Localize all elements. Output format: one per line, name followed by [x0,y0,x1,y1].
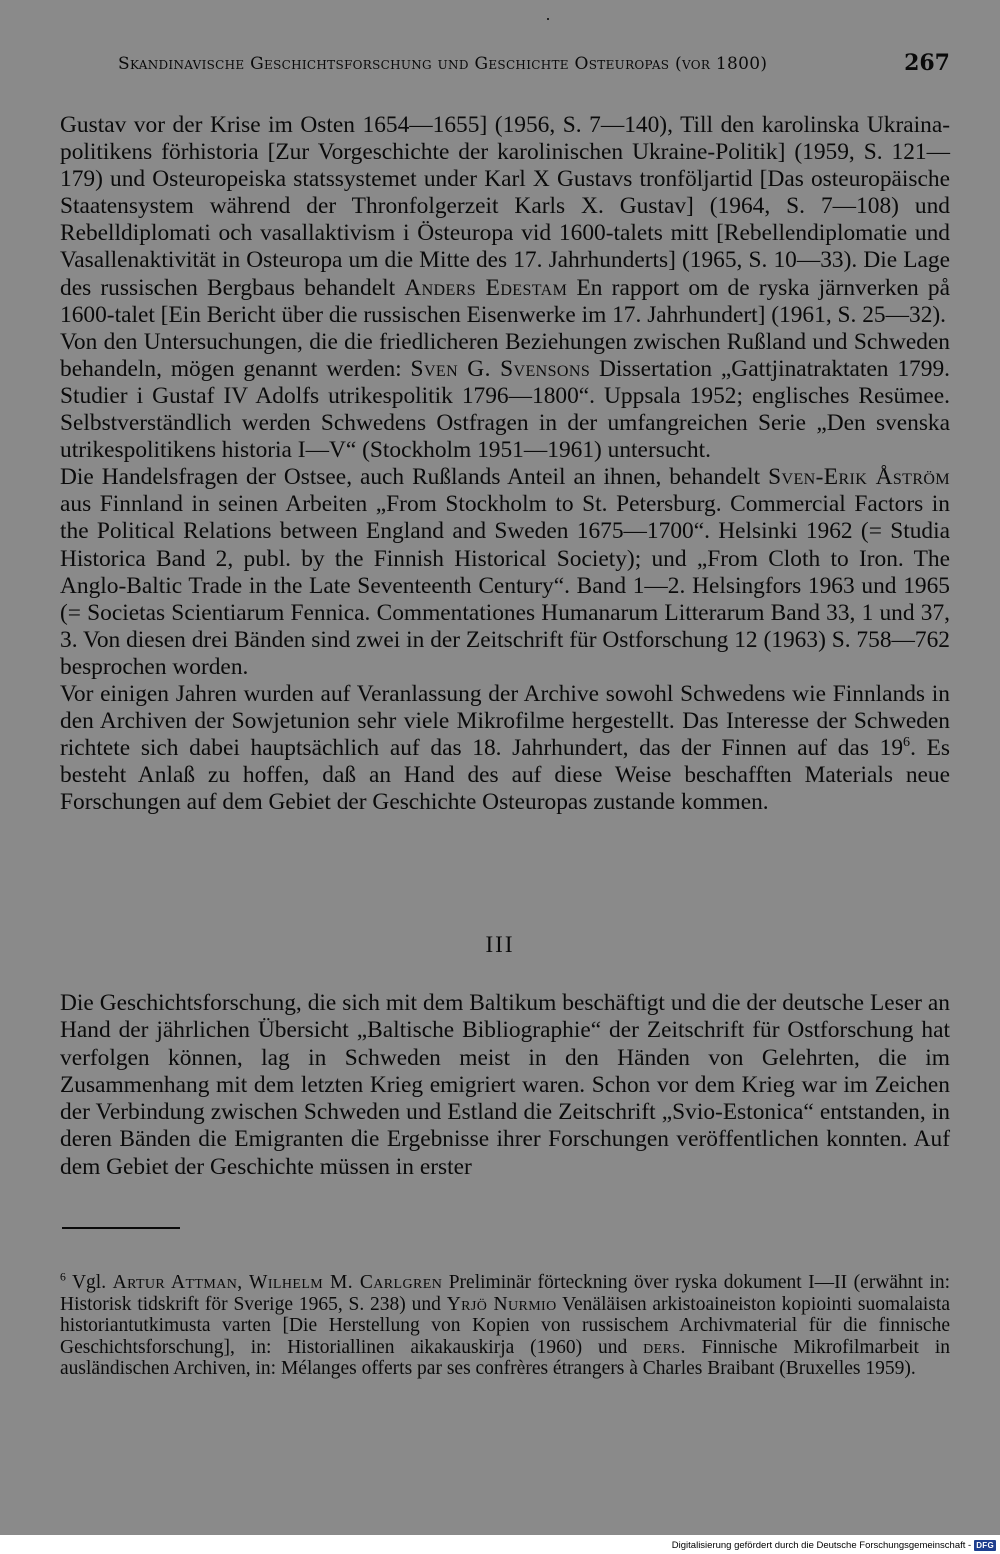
paragraph: Die Geschichtsforschung, die sich mit dem Baltikum beschäftigt und die der deutsche Leser an Hand der jährlichen Übersicht „Baltische Bibliographie“ der Zeitschrift für Ostforschung hat verfolgen können, lag in Schweden meist in den Händen von Gelehrten, die im Zusammenhang mit dem letzten Krieg emigriert waren. Schon vor dem Krieg war im Zeichen der Verbindung zwischen Schweden und Estland die Zeitschrift „Svio-Estonica“ entstanden, in deren Bänden die Emigranten die Ergebnisse ihrer Forschungen veröffentlichen konnten. Auf dem Gebiet der Geschichte müssen in erster [60,990,950,1180]
footnote-divider [62,1227,180,1229]
text-run: Finnische Mikrofilmarbeit in ausländischen Archiven, in: Mélanges offerts par ses confrères étrangers à Charles Braibant (Bruxelles 1959). [60,1336,951,1380]
section-heading: III [485,932,515,957]
author-name: Sven-Erik Åström [768,464,950,491]
text-run: Vgl. [65,1272,113,1293]
scan-speck [547,18,549,20]
text-run: Von den Untersuchungen, die die friedlicheren Beziehungen zwischen Rußland und Schweden behandeln, mögen genannt werden: [60,328,950,382]
page-header [118,52,950,80]
footnote [60,1272,950,1380]
author-name: Sven G. Svensons [410,355,591,382]
page-number: 267 [904,50,950,76]
text-run: Venäläisen arkistoaineiston kopiointi suomalaista historiantutkimusta varten [Die Herstellung von Kopien von russischem Archivmaterial für die finnische Geschichtsforschung], in: Historiallinen aikakauskirja (1960) und [60,1293,950,1358]
footnote-marker: 6 [60,1270,66,1284]
author-name: Anders Edestam [404,274,568,301]
text-run: En rapport om de ryska järnverken på 1600-talet [Ein Bericht über die russischen Eisenwerke im 17. Jahrhundert] (1961, S. 25—32). [60,274,950,328]
paragraph [60,112,950,329]
section-text [60,990,950,1181]
text-run: Preliminär förteckning över ryska dokument I—II (erwähnt in: Historisk tidskrift för Sverige 1965, S. 238) und [60,1272,951,1315]
digitization-credit [672,1539,996,1552]
paragraph [60,681,950,816]
text-run: aus Finnland in seinen Arbeiten „From Stockholm to St. Petersburg. Commercial Factors in the Political Relations between England and Sweden 1675—1700“. Helsinki 1962 (= Studia Historica Band 2, publ. by the Finnish Historical Society); und „From Cloth to Iron. The Anglo-Baltic Trade in the Late Seventeenth Century“. Band 1—2. Helsingfors 1963 und 1965 (= Societas Scientiarum Fennica. Commentationes Humanarum Litterarum Band 33, 1 und 37, 3. Von diesen drei Bänden sind zwei in der Zeitschrift für Ostforschung 12 (1963) S. 758—762 besprochen worden. [60,491,950,680]
author-name: Yrjö Nurmio [446,1293,557,1315]
body-text [60,112,950,816]
text-run: Die Handelsfragen der Ostsee, auch Rußlands Anteil an ihnen, behandelt [60,464,769,491]
text-run: Gustav vor der Krise im Osten 1654—1655] (1956, S. 7—140), Till den karolinska Ukraina-politikens förhistoria [Zur Vorgeschichte der karolinischen Ukraine-Politik] (1959, S. 121—179) und Osteuropeiska statssystemet under Karl X Gustavs tronföljartid [Das osteuropäische Staatensystem während der Thronfolgerzeit Karls X. Gustav] (1964, S. 7—108) und Rebelldiplomati och vasallaktivism i Östeuropa vid 1600-talets mitt [Rebellendiplomatie und Vasallenaktivität in Osteuropa um die Mitte des 17. Jahrhunderts] (1965, S. 10—33). Die Lage des russischen Bergbaus behandelt [60,112,950,301]
text-run: Vor einigen Jahren wurden auf Veranlassung der Archive sowohl Schwedens wie Finnlands in den Archiven der Sowjetunion sehr viele Mikrofilme hergestellt. Das Interesse der Schweden richtete sich dabei hauptsächlich auf das 18. Jahrhundert, das der Finnen auf das 19 [60,680,950,762]
dfg-logo: DFG [976,1541,994,1550]
author-name: ders. [643,1336,686,1358]
paragraph [60,329,950,464]
footnote-marker: 6 [903,734,911,751]
credit-text: Digitalisierung gefördert durch die Deutsche Forschungsgemeinschaft - [671,1540,972,1551]
text-run: Dissertation „Gattjinatraktaten 1799. Studier i Gustaf IV Adolfs utrikespolitik 1796—1800“. Uppsala 1952; englisches Resümee. Selbstverständlich werden Schwedens Ostfragen in der umfangreichen Serie „Den svenska utrikespolitikens historia I—V“ (Stockholm 1951—1961) untersucht. [60,355,950,464]
text-run: . Es besteht Anlaß zu hoffen, daß an Hand des auf diese Weise beschafften Materials neue Forschungen auf dem Gebiet der Geschichte Osteuropas zustande kommen. [60,735,950,816]
running-title: Skandinavische Geschichtsforschung und Geschichte Osteuropas (vor 1800) [118,54,768,74]
footnotes [60,1272,950,1380]
paragraph [60,464,950,681]
author-name: Artur Attman, Wilhelm M. Carlgren [112,1272,443,1293]
